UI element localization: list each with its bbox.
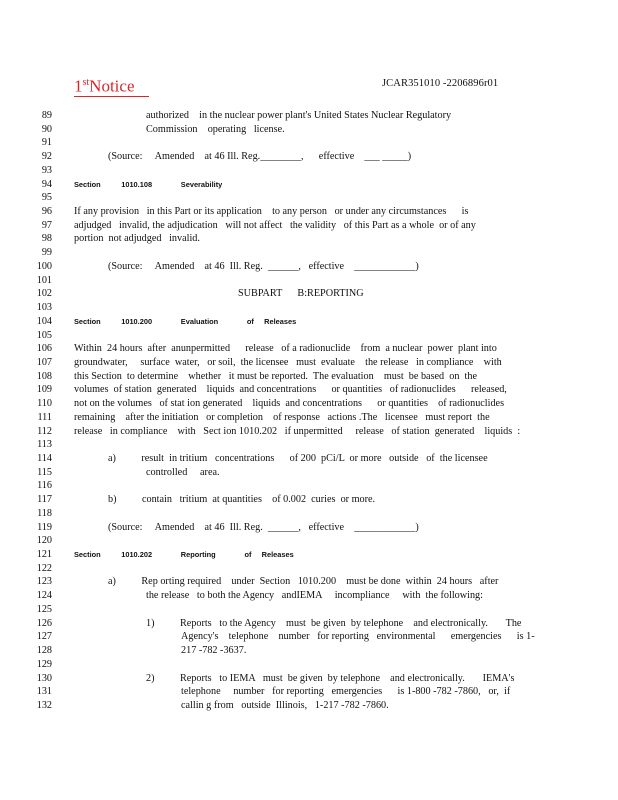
line-text: authorized in the nuclear power plant's United States Nuclear Regulatory — [146, 110, 452, 121]
line-number: 106 — [36, 343, 52, 355]
line-text: (Source: Amended at 46 Ill. Reg. ______, effective ____________) — [108, 521, 419, 533]
line-text: Agency's telephone number for reporting environmental emergencies is 1- — [181, 631, 535, 643]
line-text: 2) Reports to IEMA must be given by telephone and electronically. IEMA's — [146, 672, 515, 684]
document-line — [0, 617, 618, 630]
document-line — [0, 150, 618, 163]
line-text: a) result in tritium concentrations of 200 pCi/L or more outside of the licensee — [108, 453, 488, 464]
line-number: 104 — [36, 315, 52, 327]
document-line — [0, 699, 618, 712]
document-line — [0, 534, 618, 547]
line-number: 116 — [37, 480, 52, 492]
line-number: 107 — [36, 356, 52, 368]
document-line — [0, 630, 618, 643]
document-line — [0, 452, 618, 465]
document-line — [0, 479, 618, 492]
document-line — [0, 109, 618, 122]
document-line — [0, 191, 618, 204]
document-line — [0, 425, 618, 438]
line-number: 115 — [37, 466, 52, 478]
line-number: 90 — [41, 123, 52, 135]
line-text: (Source: Amended at 46 Ill. Reg. ______, effective ____________) — [108, 260, 419, 272]
line-number: 121 — [36, 549, 52, 561]
line-text: controlled area. — [146, 466, 220, 478]
line-number: 131 — [36, 686, 52, 698]
line-number: 129 — [36, 658, 52, 670]
line-number: 95 — [41, 192, 52, 204]
line-text: SUBPART B:REPORTING — [238, 288, 364, 300]
document-line — [0, 397, 618, 410]
document-line — [0, 329, 618, 342]
document-line — [0, 603, 618, 616]
document-line — [0, 315, 618, 328]
line-text: the release to both the Agency andIEMA incompliance with the following: — [146, 590, 483, 602]
document-line — [0, 164, 618, 177]
document-line — [0, 589, 618, 602]
line-text: portion not adjudged invalid. — [74, 233, 200, 245]
document-line — [0, 672, 618, 685]
line-number: 114 — [37, 453, 52, 464]
line-number: 98 — [41, 233, 52, 245]
line-text: telephone number for reporting emergencies is 1-800 -782 -7860, or, if — [181, 686, 511, 698]
notice-heading — [74, 74, 149, 97]
notice-word: Notice — [89, 76, 135, 96]
line-text: groundwater, surface water, or soil, the licensee must evaluate the release in compliance with — [74, 356, 502, 368]
notice-superscript: st — [82, 77, 90, 88]
line-text: Commission operating license. — [146, 123, 285, 135]
line-number: 89 — [41, 110, 52, 121]
document-line — [0, 562, 618, 575]
document-line — [0, 644, 618, 657]
line-number: 127 — [36, 631, 52, 643]
line-number: 100 — [36, 260, 52, 272]
line-number: 97 — [41, 219, 52, 231]
line-text: If any provision in this Part or its application to any person or under any circumstances is — [74, 206, 469, 218]
line-number: 109 — [36, 384, 52, 396]
line-number: 102 — [36, 288, 52, 300]
document-line — [0, 438, 618, 451]
line-number: 128 — [36, 645, 52, 657]
line-text: not on the volumes of stat ion generated liquids and concentrations or quantities of radionuclides — [74, 398, 505, 410]
section-heading: Section 1010.108 Severability — [74, 179, 223, 189]
line-text: b) contain tritium at quantities of 0.002 curies or more. — [108, 494, 376, 506]
document-line — [0, 287, 618, 300]
line-number: 105 — [36, 329, 52, 341]
line-number: 92 — [41, 151, 52, 163]
document-line — [0, 548, 618, 561]
document-line — [0, 232, 618, 245]
line-text: (Source: Amended at 46 Ill. Reg.________, effective ___ _____) — [108, 151, 412, 163]
document-line — [0, 575, 618, 588]
section-heading: Section 1010.202 Reporting of Releases — [74, 550, 294, 560]
document-line — [0, 493, 618, 506]
document-code: JCAR351010 -2206896r01 — [382, 78, 499, 89]
line-text: release in compliance with Sect ion 1010.202 if unpermitted release of station generated liquids : — [74, 425, 521, 437]
document-line — [0, 274, 618, 287]
line-number: 96 — [41, 206, 52, 218]
document-line — [0, 356, 618, 369]
line-text: 1) Reports to the Agency must be given by telephone and electronically. The — [146, 617, 522, 629]
line-number: 123 — [36, 576, 52, 588]
line-number: 110 — [37, 398, 52, 410]
document-line — [0, 342, 618, 355]
section-heading: Section 1010.200 Evaluation of Releases — [74, 316, 297, 326]
line-number: 124 — [36, 590, 52, 602]
line-number: 111 — [37, 411, 52, 423]
document-line — [0, 205, 618, 218]
document-line — [0, 178, 618, 191]
document-line — [0, 370, 618, 383]
document-line — [0, 383, 618, 396]
document-line — [0, 466, 618, 479]
line-text: Within 24 hours after anunpermitted release of a radionuclide from a nuclear power plant into — [74, 343, 497, 355]
line-text: 217 -782 -3637. — [181, 645, 247, 657]
document-line — [0, 685, 618, 698]
document-line — [0, 521, 618, 534]
line-number: 91 — [41, 137, 52, 149]
line-number: 120 — [36, 535, 52, 547]
line-text: adjudged invalid, the adjudication will not affect the validity of this Part as a whole or of any — [74, 219, 476, 231]
line-number: 117 — [37, 494, 52, 506]
line-number: 118 — [37, 507, 52, 519]
line-number: 93 — [41, 164, 52, 176]
line-number: 99 — [41, 247, 52, 259]
line-number: 108 — [36, 370, 52, 382]
line-text: this Section to determine whether it must be reported. The evaluation must be based on the — [74, 370, 477, 382]
document-line — [0, 246, 618, 259]
line-number: 119 — [37, 521, 52, 533]
notice-ordinal: 1 — [74, 76, 83, 96]
document-line — [0, 219, 618, 232]
line-number: 126 — [36, 617, 52, 629]
line-number: 94 — [41, 178, 52, 190]
line-number: 103 — [36, 302, 52, 314]
document-line — [0, 507, 618, 520]
line-number: 113 — [37, 439, 52, 451]
line-text: a) Rep orting required under Section 1010.200 must be done within 24 hours after — [108, 576, 499, 588]
line-number: 132 — [36, 699, 52, 711]
line-number: 130 — [36, 672, 52, 684]
line-number: 112 — [37, 425, 52, 437]
line-text: callin g from outside Illinois, 1-217 -782 -7860. — [181, 699, 389, 711]
document-line — [0, 123, 618, 136]
document-line — [0, 301, 618, 314]
line-text: volumes of station generated liquids and concentrations or quantities of radionuclides released, — [74, 384, 507, 396]
line-number: 122 — [36, 562, 52, 574]
document-line — [0, 260, 618, 273]
line-number: 101 — [36, 274, 52, 286]
document-line — [0, 411, 618, 424]
document-line — [0, 658, 618, 671]
line-text: remaining after the initiation or completion of response actions .The licensee must report the — [74, 411, 490, 423]
document-line — [0, 136, 618, 149]
line-number: 125 — [36, 603, 52, 615]
